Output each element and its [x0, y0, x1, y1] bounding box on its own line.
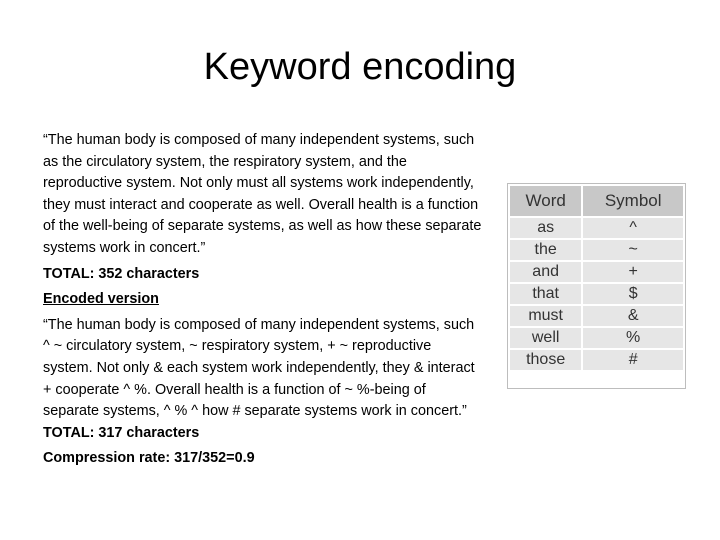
symbol-cell: +	[582, 261, 684, 283]
encoded-text: “The human body is composed of many independent systems, such ^ ~ circulatory system, ~ respiratory system, + ~ reproductive system. Not only & each system work independently, they & interact + cooperate ^ %. Overall health is a function of ~ %-being of separate systems, ^ % ^ how # separate systems work in concert.”	[43, 316, 475, 420]
page-title: Keyword encoding	[203, 46, 517, 88]
word-cell: that	[509, 283, 582, 305]
table-row	[509, 349, 684, 371]
table-row	[509, 305, 684, 327]
symbol-cell: $	[582, 283, 684, 305]
table-row	[509, 327, 684, 349]
word-cell: the	[509, 239, 582, 261]
header-symbol: Symbol	[582, 185, 684, 217]
word-cell: well	[509, 327, 582, 349]
original-text: “The human body is composed of many independent systems, such as the circulatory system, the respiratory system, and the reproductive system. Not only must all systems work independently, they must interact and cooperate as well. Overall health is a function of the well-being of separate systems, as well as how these separate systems work in concert.”	[43, 132, 482, 256]
table-header-row	[509, 185, 684, 217]
symbol-cell: ^	[582, 217, 684, 239]
slide-body	[43, 130, 483, 470]
symbol-cell: &	[582, 305, 684, 327]
header-word: Word	[509, 185, 582, 217]
encoded-total: TOTAL: 317 characters	[43, 424, 200, 441]
original-total: TOTAL: 352 characters	[43, 265, 200, 282]
word-cell: as	[509, 217, 582, 239]
symbol-cell: %	[582, 327, 684, 349]
word-cell: and	[509, 261, 582, 283]
word-cell: must	[509, 305, 582, 327]
word-cell: those	[509, 349, 582, 371]
symbol-cell: #	[582, 349, 684, 371]
encoded-heading: Encoded version	[43, 291, 159, 308]
compression-rate: Compression rate: 317/352=0.9	[43, 450, 255, 467]
table-row	[509, 283, 684, 305]
table-row	[509, 239, 684, 261]
table-row	[509, 261, 684, 283]
table-row	[509, 217, 684, 239]
keyword-table	[508, 184, 685, 372]
symbol-cell: ~	[582, 239, 684, 261]
